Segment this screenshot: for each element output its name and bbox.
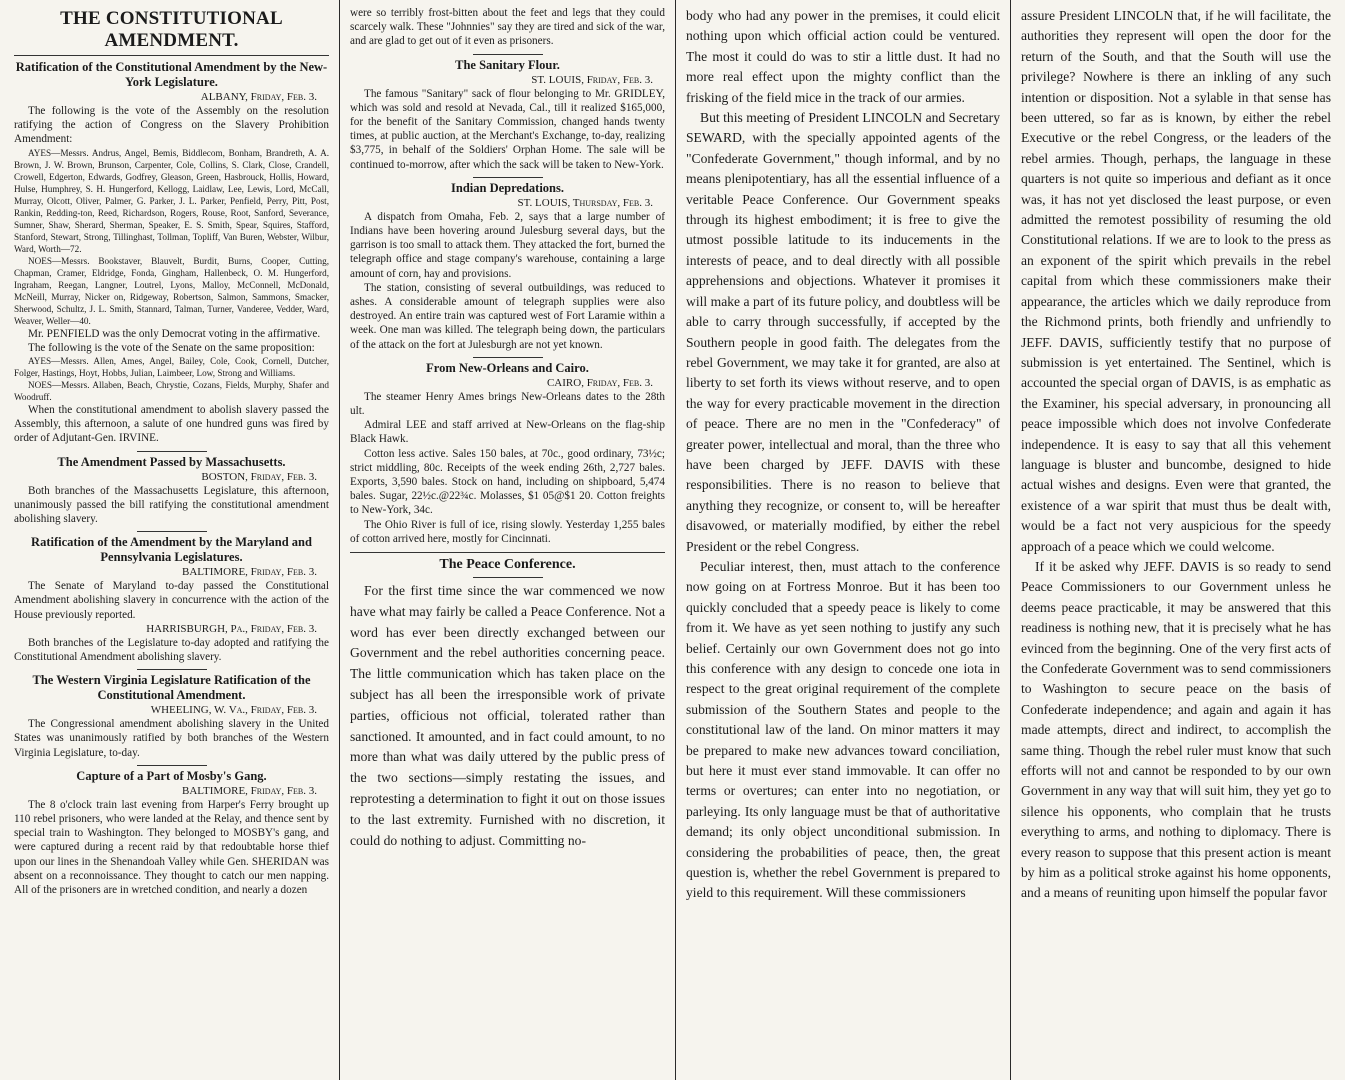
- article-peace-part1: [350, 581, 665, 851]
- peace-col4b: If it be asked why JEFF. DAVIS is so ready to send Peace Commissioners to our Government unless he deems peace practicable, it may be answered that this readiness is nothing new, that it is precisely what he has evinced from the beginning. One of the very first acts of the Confederate Government was to send commissioners to Washington to secure peace on the basis of Confederate independence; and again and again it has made attempts, direct and indirect, to accomplish the same thing. Though the rebel ruler must know that such efforts will not and cannot be responded to by our own Government in any way that will suit him, they yet go to silence his opponents, who complain that he trusts everything to arms, and nothing to diplomacy. There is every reason to suppose that this present action is meant by him as a political stroke against his home opponents, and a means of reuniting upon himself the popular favor: [1021, 558, 1331, 901]
- indian-text: A dispatch from Omaha, Feb. 2, says that a large number of Indians have been hovering around Julesburg several days, but the garrison is too small to attack them. They attacked the fort, burned the telegraph office and stage company's warehouse, containing a large amount of corn, hay and provisions.: [350, 210, 665, 280]
- dateline-pa: HARRISBURGH, Pa., Friday, Feb. 3.: [146, 622, 317, 635]
- ny-senate-ayes: AYES—Messrs. Allen, Ames, Angel, Bailey, Cole, Cook, Cornell, Dutcher, Folger, Hastings, Hoyt, Hobbs, Julian, Laimbeer, Low, Strong and Williams.: [14, 356, 329, 379]
- article-cairo: [350, 390, 665, 546]
- divider: [137, 669, 207, 670]
- headline-ny: Ratification of the Constitutional Amendment by the New-York Legislature.: [15, 60, 328, 89]
- ny-salute: When the constitutional amendment to abolish slavery passed the Assembly, this afternoon, a salute of one hundred guns was fired by order of Adjutant-Gen. IRVINE.: [14, 404, 329, 445]
- headline-flour: The Sanitary Flour.: [455, 57, 560, 72]
- divider: [473, 177, 543, 178]
- divider: [350, 552, 665, 553]
- ny-senate-noes: NOES—Messrs. Allaben, Beach, Chrystie, Cozans, Fields, Murphy, Shafer and Woodruff.: [14, 380, 329, 403]
- dateline-ny: ALBANY, Friday, Feb. 3.: [200, 91, 317, 103]
- divider: [137, 765, 207, 766]
- headline-wv: The Western Virginia Legislature Ratification of the Constitutional Amendment.: [32, 673, 311, 703]
- peace-col3a: body who had any power in the premises, it could elicit nothing upon which official action could be ventured. The most it could do was to stir a little dust. It had no more real effect upon the mighty conflict than the frisking of the field mice in the track of our armies.: [686, 8, 1000, 105]
- article-mosby: [14, 798, 329, 897]
- column-2: [339, 0, 675, 1080]
- article-ma: [14, 484, 329, 527]
- divider: [473, 357, 543, 358]
- peace-col3c: Peculiar interest, then, must attach to the conference now going on at Fortress Monroe. But it has been too quickly concluded that a speedy peace is likely to come from it. We have as yet seen nothing to justify any such belief. Certainly our own Government does not go into this conference with any design to concede one iota in respect to the great original requirement of the complete submission of the Southern States and people to the constitutional law of the land. On minor matters it may be prepared to make new advances toward conciliation, but here it must ever stand immovable. It can offer no terms or overtures; can enter into no negotiation, or parleying. Its only language must be that of authoritative demand; its only object unconditional submission. In considering the probabilities of peace, then, the great question is, whether the rebel Government is prepared to yield to this requirement. Will these commissioners: [686, 558, 1000, 901]
- article-ny: [14, 104, 329, 446]
- md-text: The Senate of Maryland to-day passed the Constitutional Amendment abolishing slavery in concurrence with the action of the House previously reported.: [14, 580, 329, 621]
- column-1: [4, 0, 339, 1080]
- wv-text: The Congressional amendment abolishing slavery in the United States was unanimously ratified by both branches of the Western Virginia Legislature, to-day.: [14, 718, 329, 759]
- article-peace-part3: [1021, 6, 1331, 904]
- dateline-cairo: CAIRO, Friday, Feb. 3.: [546, 376, 653, 389]
- ny-senate-intro: The following is the vote of the Senate on the same proposition:: [28, 341, 315, 354]
- mosby-text: The 8 o'clock train last evening from Harper's Ferry brought up 110 rebel prisoners, who were landed at the Relay, and thence sent by special train to Washington. They belonged to MOSBY's gang, and were captured during a recent raid by that redoubtable horse thief upon our lines in the Shenandoah Valley while Gen. SHERIDAN was absent on a reconnoissance. They thought to catch our men napping. All of the prisoners are in wretched condition, and nearly a dozen: [14, 798, 329, 897]
- dateline-md: BALTIMORE, Friday, Feb. 3.: [182, 566, 317, 579]
- cairo-p2: Admiral LEE and staff arrived at New-Orleans on the flag-ship Black Hawk.: [350, 419, 665, 446]
- article-indian: [350, 210, 665, 352]
- mosby-cont: were so terribly frost-bitten about the feet and legs that they could scarcely walk. These "Johnnies" say they are tired and sick of the war, and are glad to get out of it even as prisoners.: [350, 7, 665, 48]
- dateline-wv: WHEELING, W. Va., Friday, Feb. 3.: [150, 704, 317, 717]
- cairo-p1: The steamer Henry Ames brings New-Orleans dates to the 28th ult.: [350, 390, 665, 418]
- headline-cairo: From New-Orleans and Cairo.: [426, 360, 589, 375]
- cairo-p3: Cotton less active. Sales 150 bales, at 70c., good ordinary, 73½c; strict middling, 80c. Receipts of the week ending 26th, 2,727 bales. Exports, 3,590 bales. Stock on hand, including on shipboard, 5,474 bales. Sugar, 22½c.@22¾c. Molasses, $1 05@$1 20. Cotton freights to New-York, 34c.: [350, 447, 665, 517]
- flour-text: The famous "Sanitary" sack of flour belonging to Mr. GRIDLEY, which was sold and resold at Nevada, Cal., till it realized $165,000, for the benefit of the Sanitary Commission, changed hands twenty times, at public auction, at the Merchant's Exchange, to-day, realizing $3,775, in behalf of the Soldiers' Orphan Home. The sale will be continued to-morrow, after which the sack will be taken to New-York.: [350, 87, 665, 171]
- pa-text: Both branches of the Legislature to-day adopted and ratifying the Constitutional Amendment abolishing slavery.: [14, 636, 329, 664]
- divider: [137, 451, 207, 452]
- article-mosby-continued: [350, 6, 665, 49]
- peace-col4a: assure President LINCOLN that, if he will facilitate, the authorities they represent will open the door for the return of the South, and that the South will use the privilege? Nowhere is there an inkling of any such intention or disposition. Not a sylable in that sense has been uttered, so far as is known, by either the rebel Executive or the rebel Congress, or the leaders of the rebel armies. Though, perhaps, the language in these quarters is not quite so imperious and defiant as it once was, it has not yet disclosed the least purpose, or even admitted the remotest possibility of resuming the old Constitutional relations. If we are to look to the press as an exponent of the spirit which prevails in the rebel capital from which these commissioners make their appearance, the articles which we daily reproduce from the Richmond prints, both friendly and unfriendly to JEFF. DAVIS, sufficiently testify that no purpose of submission is yet entertained. The Sentinel, which is accounted the special organ of DAVIS, is as emphatic as the Examiner, his special adversary, in pronouncing all peace impossible which does not involve Confederate independence. It is easy to say that all this vehement language is bluster and buncombe, designed to hide actual wishes and designs. Even were that granted, the existence of a war spirit that must thus be dealt with, would be a fact not very auspicious for the speedy approach of a peace which we could welcome.: [1021, 8, 1331, 554]
- divider: [473, 577, 543, 578]
- article-peace-part2: [686, 6, 1000, 904]
- column-3: [675, 0, 1010, 1080]
- ny-noes: NOES—Messrs. Bookstaver, Blauvelt, Burdit, Burns, Cooper, Cutting, Chapman, Cramer, Eldridge, Fonda, Gingham, Hallenbeck, O. M. Hungerford, Ingraham, Reegan, Langner, Loutrel, Lyons, Malloy, McConnell, McDonald, McNeill, Murray, Nicker on, Ridgeway, Robertson, Salmon, Sammons, Smacker, Sherwood, Schultz, J. L. Smith, Stannard, Talman, Turner, Vanderee, Vedder, Ward, Weaver, Weller—40.: [14, 255, 329, 326]
- dateline-ma: BOSTON, Friday, Feb. 3.: [201, 470, 317, 483]
- ma-text: Both branches of the Massachusetts Legislature, this afternoon, unanimously passed the bill ratifying the constitutional amendment abolishing slavery.: [14, 484, 329, 526]
- article-wv: [14, 717, 329, 760]
- article-flour: [350, 87, 665, 172]
- ny-ayes: AYES—Messrs. Andrus, Angel, Bemis, Biddlecom, Bonham, Brandreth, A. A. Brown, J. W. Brown, Brunson, Carpenter, Cole, Collins, S. Clark, Close, Crandell, Crowell, Edgerton, Edwards, Godfrey, Gleason, Green, Hasbrouck, Hollis, Howard, Hulse, Humphrey, S. H. Hungerford, Kellogg, Laidlaw, Lee, Lewis, Lord, McCall, Murray, Olcott, Oliver, Palmer, G. Parker, J. L. Parker, Penfield, Perry, Pitt, Post, Rankin, Redding-ton, Reed, Richardson, Rogers, Rouse, Root, Sanford, Severance, Sumner, Shaw, Sherard, Sherman, Speaker, E. S. Smith, Spear, Squires, Stafford, Stanford, Stewart, Strong, Tillinghast, Tollman, Topliff, Van Buren, Webster, Wilbur, Ward, Worth—72.: [14, 147, 329, 254]
- divider: [137, 531, 207, 532]
- peace-col2: For the first time since the war commenced we now have what may fairly be called a Peace Conference. Not a word has ever been directly exchanged between our Government and the rebel authorities concerning peace. The little communication which has taken place on the subject has all been the irresponsible work of private parties, officious not official, tolerated rather than sanctioned. It amounted, and in fact could amount, to no more than what was daily uttered by the public press of the two sections—simply restating the issues, and reprotesting a determination to fight it out on those issues to the last extremity. Furnished with no discretion, it could do nothing to adjust. Committing no-: [350, 583, 665, 848]
- peace-col3b: But this meeting of President LINCOLN and Secretary SEWARD, with the specially appointed agents of the "Confederate Government," though informal, and by no means plenipotentiary, has all the essential influence of a veritable Peace Conference. Our Government speaks through its highest embodiment; it is free to give the utmost possible latitude to its inducements in the interests of peace, and to deal directly with all possible apprehensions and objections. Whatever it promises it will make a part of its future policy, and doubtless will be able to carry through successfully, if accepted by the Southern people in good faith. The delegates from the rebel Government, we may take it for granted, are also at liberty to set forth its views without reserve, and to open the way for every practicable movement in the direction of peace. There are no men in the "Confederacy" of greater power, intellectual and moral, than the three who have been charged by JEFF. DAVIS with these responsibilities. There is no reason to believe that anything they recognize, or consent to, will be hereafter disavowed, or materially modified, by either the rebel President or the rebel Congress.: [686, 110, 1000, 554]
- divider: [473, 54, 543, 55]
- column-4: [1010, 0, 1341, 1080]
- dateline-indian: ST. LOUIS, Thursday, Feb. 3.: [517, 196, 653, 209]
- dateline-mosby: BALTIMORE, Friday, Feb. 3.: [182, 784, 317, 797]
- headline-ma: The Amendment Passed by Massachusetts.: [57, 454, 286, 469]
- ny-intro: The following is the vote of the Assembly on the resolution ratifying the action of Congress on the Slavery Prohibition Amendment:: [14, 105, 329, 146]
- article-md: [14, 579, 329, 664]
- headline-indian: Indian Depredations.: [451, 180, 564, 195]
- masthead: THE CONSTITUTIONAL AMENDMENT.: [14, 8, 329, 56]
- ny-penfield: Mr. PENFIELD was the only Democrat voting in the affirmative.: [28, 327, 321, 340]
- headline-mosby: Capture of a Part of Mosby's Gang.: [76, 768, 267, 783]
- headline-md: Ratification of the Amendment by the Maryland and Pennsylvania Legislatures.: [31, 535, 312, 565]
- headline-peace: The Peace Conference.: [439, 557, 576, 573]
- cairo-p4: The Ohio River is full of ice, rising slowly. Yesterday 1,255 bales of cotton arrived here, mostly for Cincinnati.: [350, 518, 665, 545]
- dateline-flour: ST. LOUIS, Friday, Feb. 3.: [531, 73, 653, 86]
- indian-text2: The station, consisting of several outbuildings, was reduced to ashes. A considerable amount of telegraph supplies were also destroyed. An entire train was captured west of Fort Laramie within a week. One man was killed. The telegraph being down, the particulars of the attack on the fort at Julesburgh are not yet known.: [350, 281, 665, 351]
